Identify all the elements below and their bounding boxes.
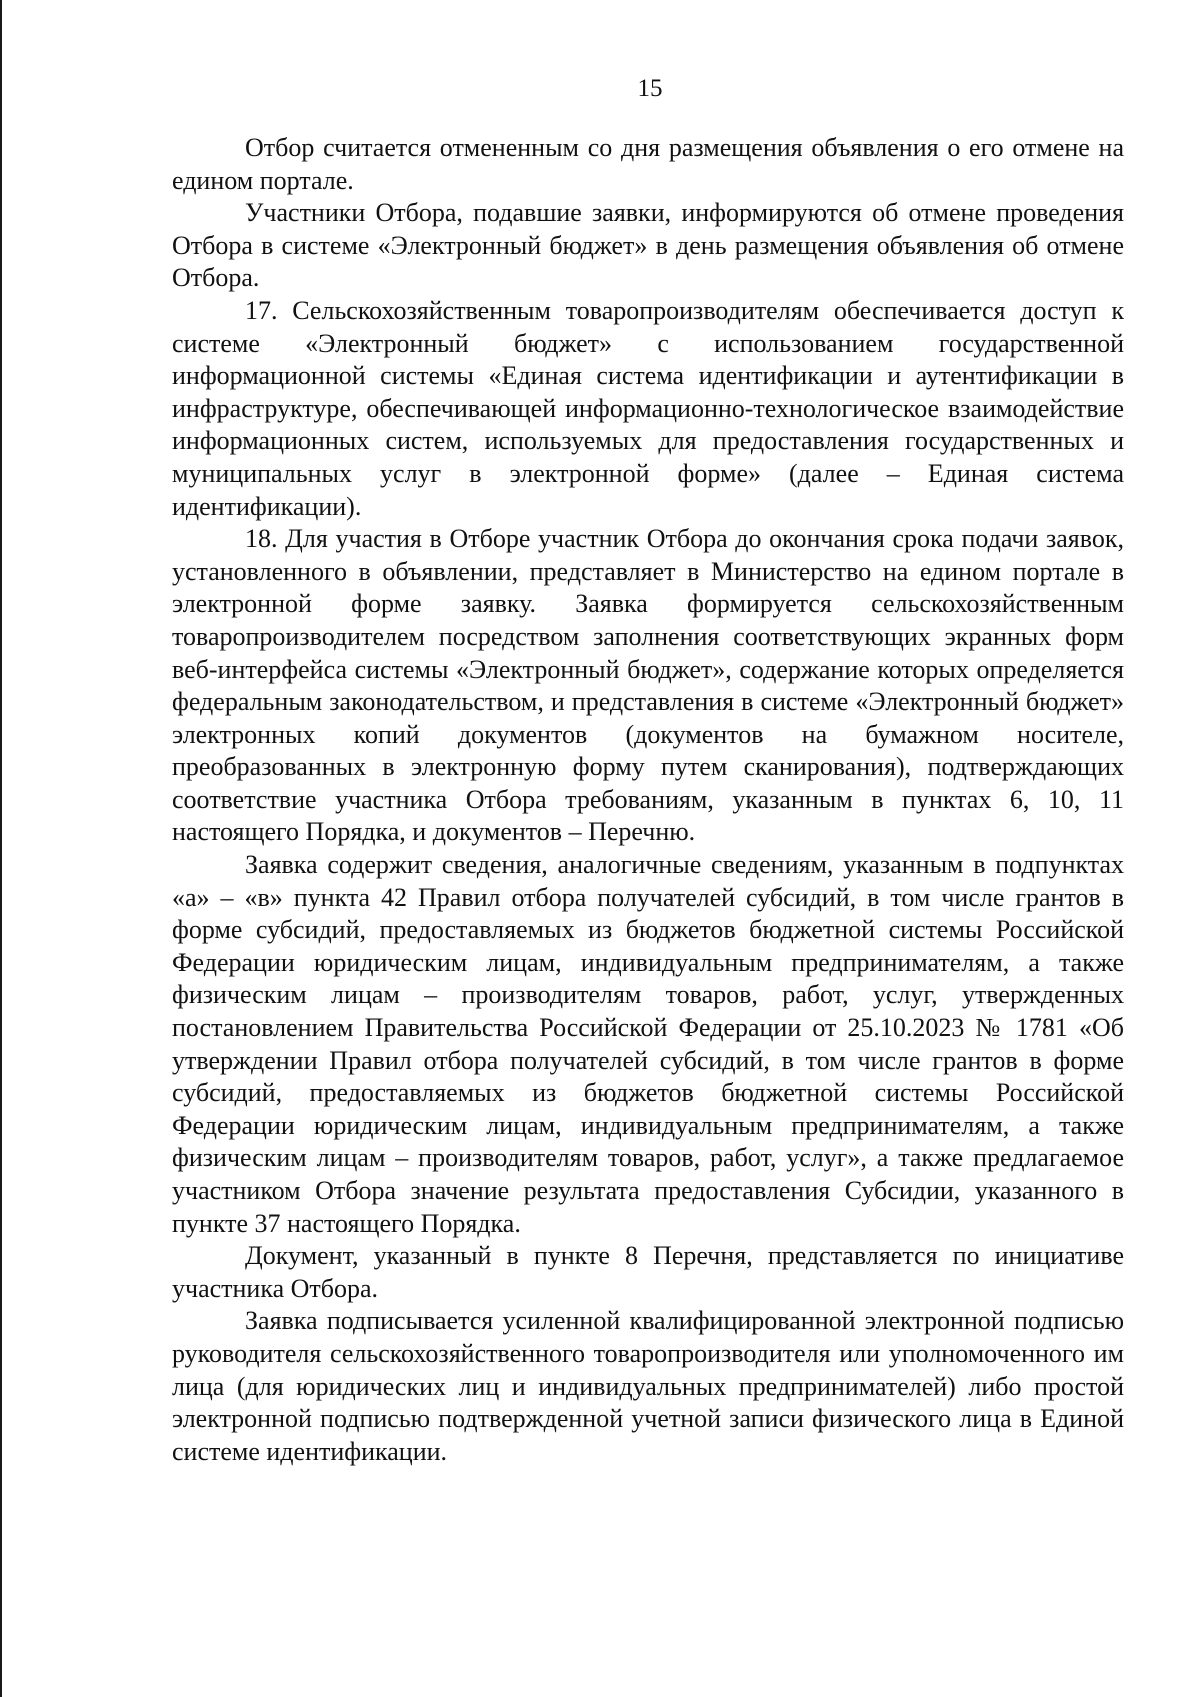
page-number: 15 — [637, 75, 663, 102]
paragraph-cancellation-notice: Отбор считается отмененным со дня размещения объявления о его отмене на едином портале. — [172, 133, 1124, 195]
paragraph-application-contents: Заявка содержит сведения, аналогичные сведениям, указанным в подпунктах «а» – «в» пункта 42 Правил отбора получателей субсидий, в том числе грантов в форме субсидий, предоставляемых из бюджетов бюджетной системы Российской Федерации юридическим лицам, индивидуальным предпринимателям, а также физическим лицам – производителям товаров, работ, услуг, утвержденных постановлением Правительства Российской Федерации от 25.10.2023 № 1781 «Об утверждении Правил отбора получателей субсидий, в том числе грантов в форме субсидий, предоставляемых из бюджетов бюджетной системы Российской Федерации юридическим лицам, индивидуальным предпринимателям, а также физическим лицам – производителям товаров, работ, услуг», а также предлагаемое участником Отбора значение результата предоставления Субсидии, указанного в пункте 37 настоящего Порядка. — [172, 850, 1124, 1238]
scan-edge-line — [0, 0, 2, 1697]
paragraph-application-signature: Заявка подписывается усиленной квалифицированной электронной подписью руководителя сельскохозяйственного товаропроизводителя или уполномоченного им лица (для юридических лиц и индивидуальных предпринимателей) либо простой электронной подписью подтвержденной учетной записи физического лица в Единой системе идентификации. — [172, 1306, 1124, 1466]
paragraph-document-item-8: Документ, указанный в пункте 8 Перечня, представляется по инициативе участника Отбора. — [172, 1241, 1124, 1303]
paragraph-17-system-access: 17. Сельскохозяйственным товаропроизводителям обеспечивается доступ к системе «Электронный бюджет» с использованием государственной информационной системы «Единая система идентификации и аутентификации в инфраструктуре, обеспечивающей информационно-технологическое взаимодействие информационных систем, используемых для предоставления государственных и муниципальных услуг в электронной форме» (далее – Единая система идентификации). — [172, 295, 1124, 521]
paragraph-18-application-submission: 18. Для участия в Отборе участник Отбора до окончания срока подачи заявок, установленного в объявлении, представляет в Министерство на едином портале в электронной форме заявку. Заявка формируется сельскохозяйственным товаропроизводителем посредством заполнения соответствующих экранных форм веб-интерфейса системы «Электронный бюджет», содержание которых определяется федеральным законодательством, и представления в системе «Электронный бюджет» электронных копий документов (документов на бумажном носителе, преобразованных в электронную форму путем сканирования), подтверждающих соответствие участника Отбора требованиям, указанным в пунктах 6, 10, 11 настоящего Порядка, и документов – Перечню. — [172, 524, 1124, 847]
paragraph-participants-informed: Участники Отбора, подавшие заявки, информируются об отмене проведения Отбора в системе «Электронный бюджет» в день размещения объявления об отмене Отбора. — [172, 198, 1124, 293]
document-body — [172, 132, 1124, 1468]
